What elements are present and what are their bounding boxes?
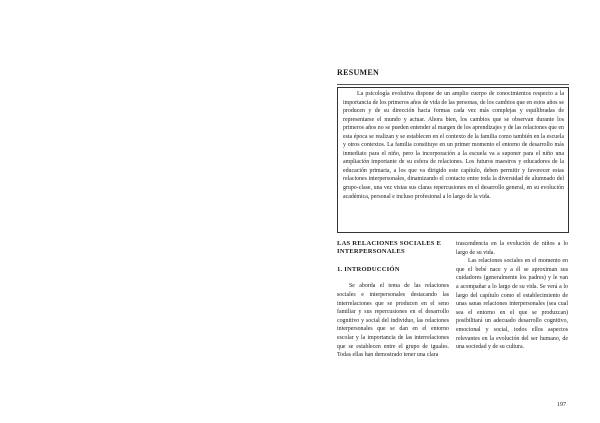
summary-heading: RESUMEN (337, 68, 380, 77)
subsection-title: 1. INTRODUCCIÓN (337, 265, 400, 273)
section-title: LAS RELACIONES SOCIALES E INTERPERSONALES (337, 240, 442, 256)
right-column (456, 240, 568, 352)
continuation-paragraph: trascendencia en la evolución de niños a lo largo de su vida. (456, 241, 568, 256)
left-column (337, 240, 449, 360)
summary-text: La psicología evolutiva dispone de un amplio cuerpo de conocimientos respecto a la importancia de los primeros años de vida de las personas, de los cambios que en estos años se producen y de su dirección hacia formas cada vez más complejas y equilibradas de representarse el mundo y actuar. Ahora bien, los cambios que se observan durante los primeros años no se pueden entender al margen de los aprendizajes y de las relaciones que en esta época se realizan y se establecen en el contexto de la familia como también en la escuela y otros contextos. La familia constituye en un primer momento el entorno de desarrollo más inmediato para el niño, pero la incorporación a la escuela va a suponer para el niño una ampliación importante de su esfera de relaciones. Los futuros maestros y educadores de la educación primaria, a los que va dirigido este capítulo, deben permitir y favorecer estas relaciones interpersonales, dinamizando el contacto entre toda la diversidad de alumnado del grupo-clase, una vez vistas sus claras repercusiones en el desarrollo general, en su evolución académica, personal e incluso profesional a lo largo de la vida. (343, 91, 564, 200)
summary-box (337, 87, 569, 233)
page-number: 197 (557, 402, 566, 408)
intro-paragraph: Se aborda el tema de las relaciones sociales e interpersonales destacando las interrelaciones que se producen en el seno familiar y sus repercusiones en el desarrollo cognitivo y social del individuo, las relaciones interpersonales que se dan en el entorno escolar y la importancia de las interrelaciones que se establecen entre el grupo de iguales. Todas ellas han demostrado tener una clara (337, 283, 449, 359)
body-paragraph: Las relaciones sociales en el momento en que el bebé nace y a él se aproximan sus cuidadores (generalmente los padres) y le van a acompañar a lo largo de su vida. Se verá a lo largo del capítulo como el establecimiento de unas sanas relaciones interpersonales (sea cual sea el entorno en el que se produzcan) posibilitará un adecuado desarrollo cognitivo, emocional y social, todos ellos aspectos relevantes en la evolución del ser humano, de una sociedad y de su cultura. (456, 258, 568, 351)
heading-rule (337, 84, 569, 85)
